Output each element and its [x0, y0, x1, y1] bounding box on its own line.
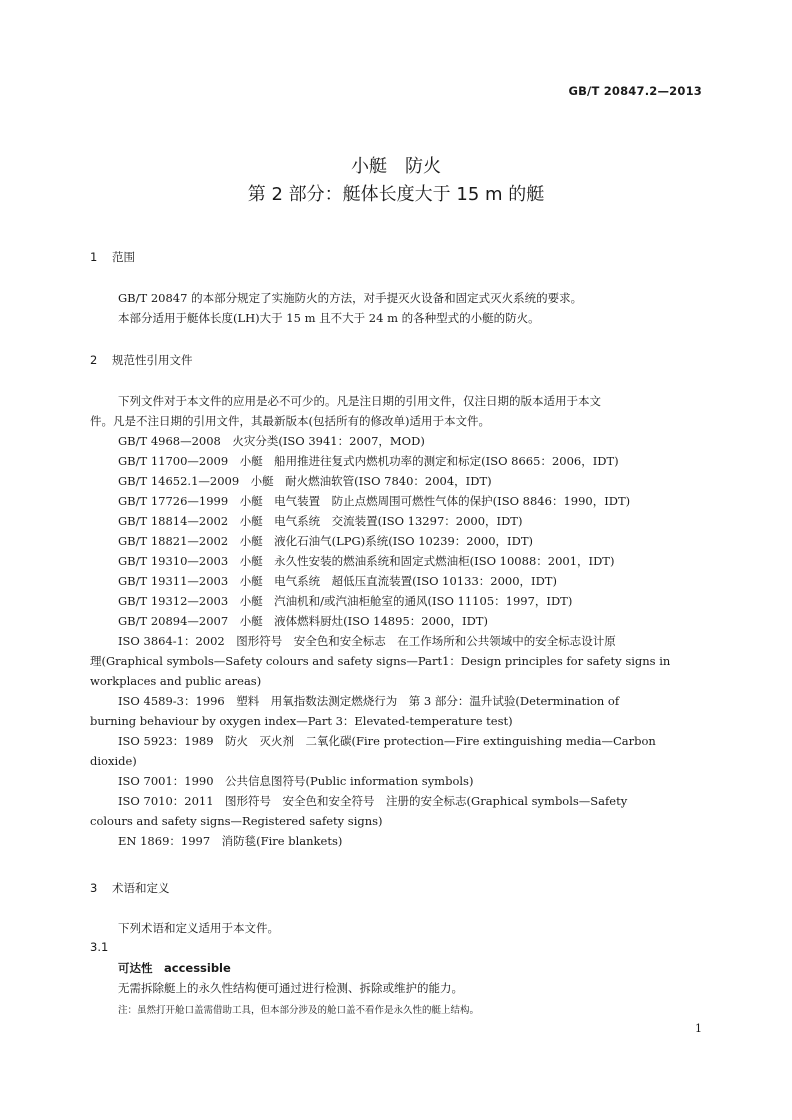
reference-item: EN 1869：1997 消防毯(Fire blankets)	[118, 834, 343, 848]
standard-code: GB/T 20847.2—2013	[568, 84, 702, 98]
reference-continuation: workplaces and public areas)	[90, 674, 262, 688]
section-number: 1	[90, 250, 98, 264]
reference-continuation: colours and safety signs—Registered safety signs)	[90, 814, 383, 828]
section-3-intro	[90, 918, 704, 938]
section-number: 2	[90, 353, 98, 367]
section-2-heading	[90, 352, 193, 368]
term-number: 3.1	[90, 940, 109, 954]
reference-item: GB/T 19310—2003 小艇 永久性安装的燃油系统和固定式燃油柜(ISO 10088：2001，IDT)	[118, 554, 615, 568]
reference-item: GB/T 18814—2002 小艇 电气系统 交流装置(ISO 13297：2000，IDT)	[118, 514, 523, 528]
reference-item: GB/T 20894—2007 小艇 液体燃料厨灶(ISO 14895：2000，IDT)	[118, 614, 488, 628]
section-title: 范围	[112, 250, 135, 264]
paragraph-continuation: 件。凡是不注日期的引用文件，其最新版本(包括所有的修改单)适用于本文件。	[90, 414, 490, 428]
paragraph: 本部分适用于艇体长度(LH)大于 15 m 且不大于 24 m 的各种型式的小艇的防火。	[118, 311, 540, 325]
reference-item: GB/T 18821—2002 小艇 液化石油气(LPG)系统(ISO 10239：2000，IDT)	[118, 534, 533, 548]
reference-item: ISO 7001：1990 公共信息图符号(Public information symbols)	[118, 774, 474, 788]
section-1-heading	[90, 249, 135, 265]
section-2-body	[90, 391, 704, 851]
reference-item: ISO 7010：2011 图形符号 安全色和安全符号 注册的安全标志(Graphical symbols—Safety	[118, 794, 628, 808]
term-entry	[118, 960, 231, 976]
paragraph: 下列术语和定义适用于本文件。	[118, 921, 279, 935]
reference-item: GB/T 19311—2003 小艇 电气系统 超低压直流装置(ISO 10133：2000，IDT)	[118, 574, 557, 588]
term-definition: 无需拆除艇上的永久性结构便可通过进行检测、拆除或维护的能力。	[118, 981, 463, 995]
section-title: 规范性引用文件	[112, 353, 193, 367]
section-title: 术语和定义	[112, 881, 170, 895]
reference-item: ISO 3864-1：2002 图形符号 安全色和安全标志 在工作场所和公共领域中的安全标志设计原	[118, 634, 616, 648]
term-note: 注：虽然打开舱口盖需借助工具，但本部分涉及的舱口盖不看作是永久性的艇上结构。	[118, 1005, 480, 1016]
reference-continuation: 理(Graphical symbols—Safety colours and safety signs—Part1：Design principles for safety signs in	[90, 654, 671, 668]
section-3-heading	[90, 880, 170, 896]
reference-item: GB/T 19312—2003 小艇 汽油机和/或汽油柜舱室的通风(ISO 11105：1997，IDT)	[118, 594, 573, 608]
page-number: 1	[695, 1022, 702, 1035]
section-number: 3	[90, 881, 98, 895]
paragraph: GB/T 20847 的本部分规定了实施防火的方法，对手提灭火设备和固定式灭火系统的要求。	[118, 291, 583, 305]
reference-continuation: burning behaviour by oxygen index—Part 3：Elevated-temperature test)	[90, 714, 513, 728]
section-1-body	[90, 288, 704, 328]
reference-item: GB/T 11700—2009 小艇 船用推进往复式内燃机功率的测定和标定(ISO 8665：2006，IDT)	[118, 454, 619, 468]
paragraph: 下列文件对于本文件的应用是必不可少的。凡是注日期的引用文件，仅注日期的版本适用于本文	[118, 394, 601, 408]
reference-item: ISO 5923：1989 防火 灭火剂 二氧化碳(Fire protection—Fire extinguishing media—Carbon	[118, 734, 656, 748]
title-line-1: 小艇 防火	[351, 156, 441, 177]
reference-item: ISO 4589-3：1996 塑料 用氧指数法测定燃烧行为 第 3 部分：温升试验(Determination of	[118, 694, 620, 708]
reference-item: GB/T 17726—1999 小艇 电气装置 防止点燃周围可燃性气体的保护(ISO 8846：1990，IDT)	[118, 494, 631, 508]
reference-item: GB/T 14652.1—2009 小艇 耐火燃油软管(ISO 7840：2004，IDT)	[118, 474, 492, 488]
term-en: accessible	[164, 961, 231, 975]
title-line-2: 第 2 部分：艇体长度大于 15 m 的艇	[247, 184, 545, 205]
reference-continuation: dioxide)	[90, 754, 137, 768]
term-cn: 可达性	[118, 961, 153, 975]
reference-item: GB/T 4968—2008 火灾分类(ISO 3941：2007，MOD)	[118, 434, 425, 448]
